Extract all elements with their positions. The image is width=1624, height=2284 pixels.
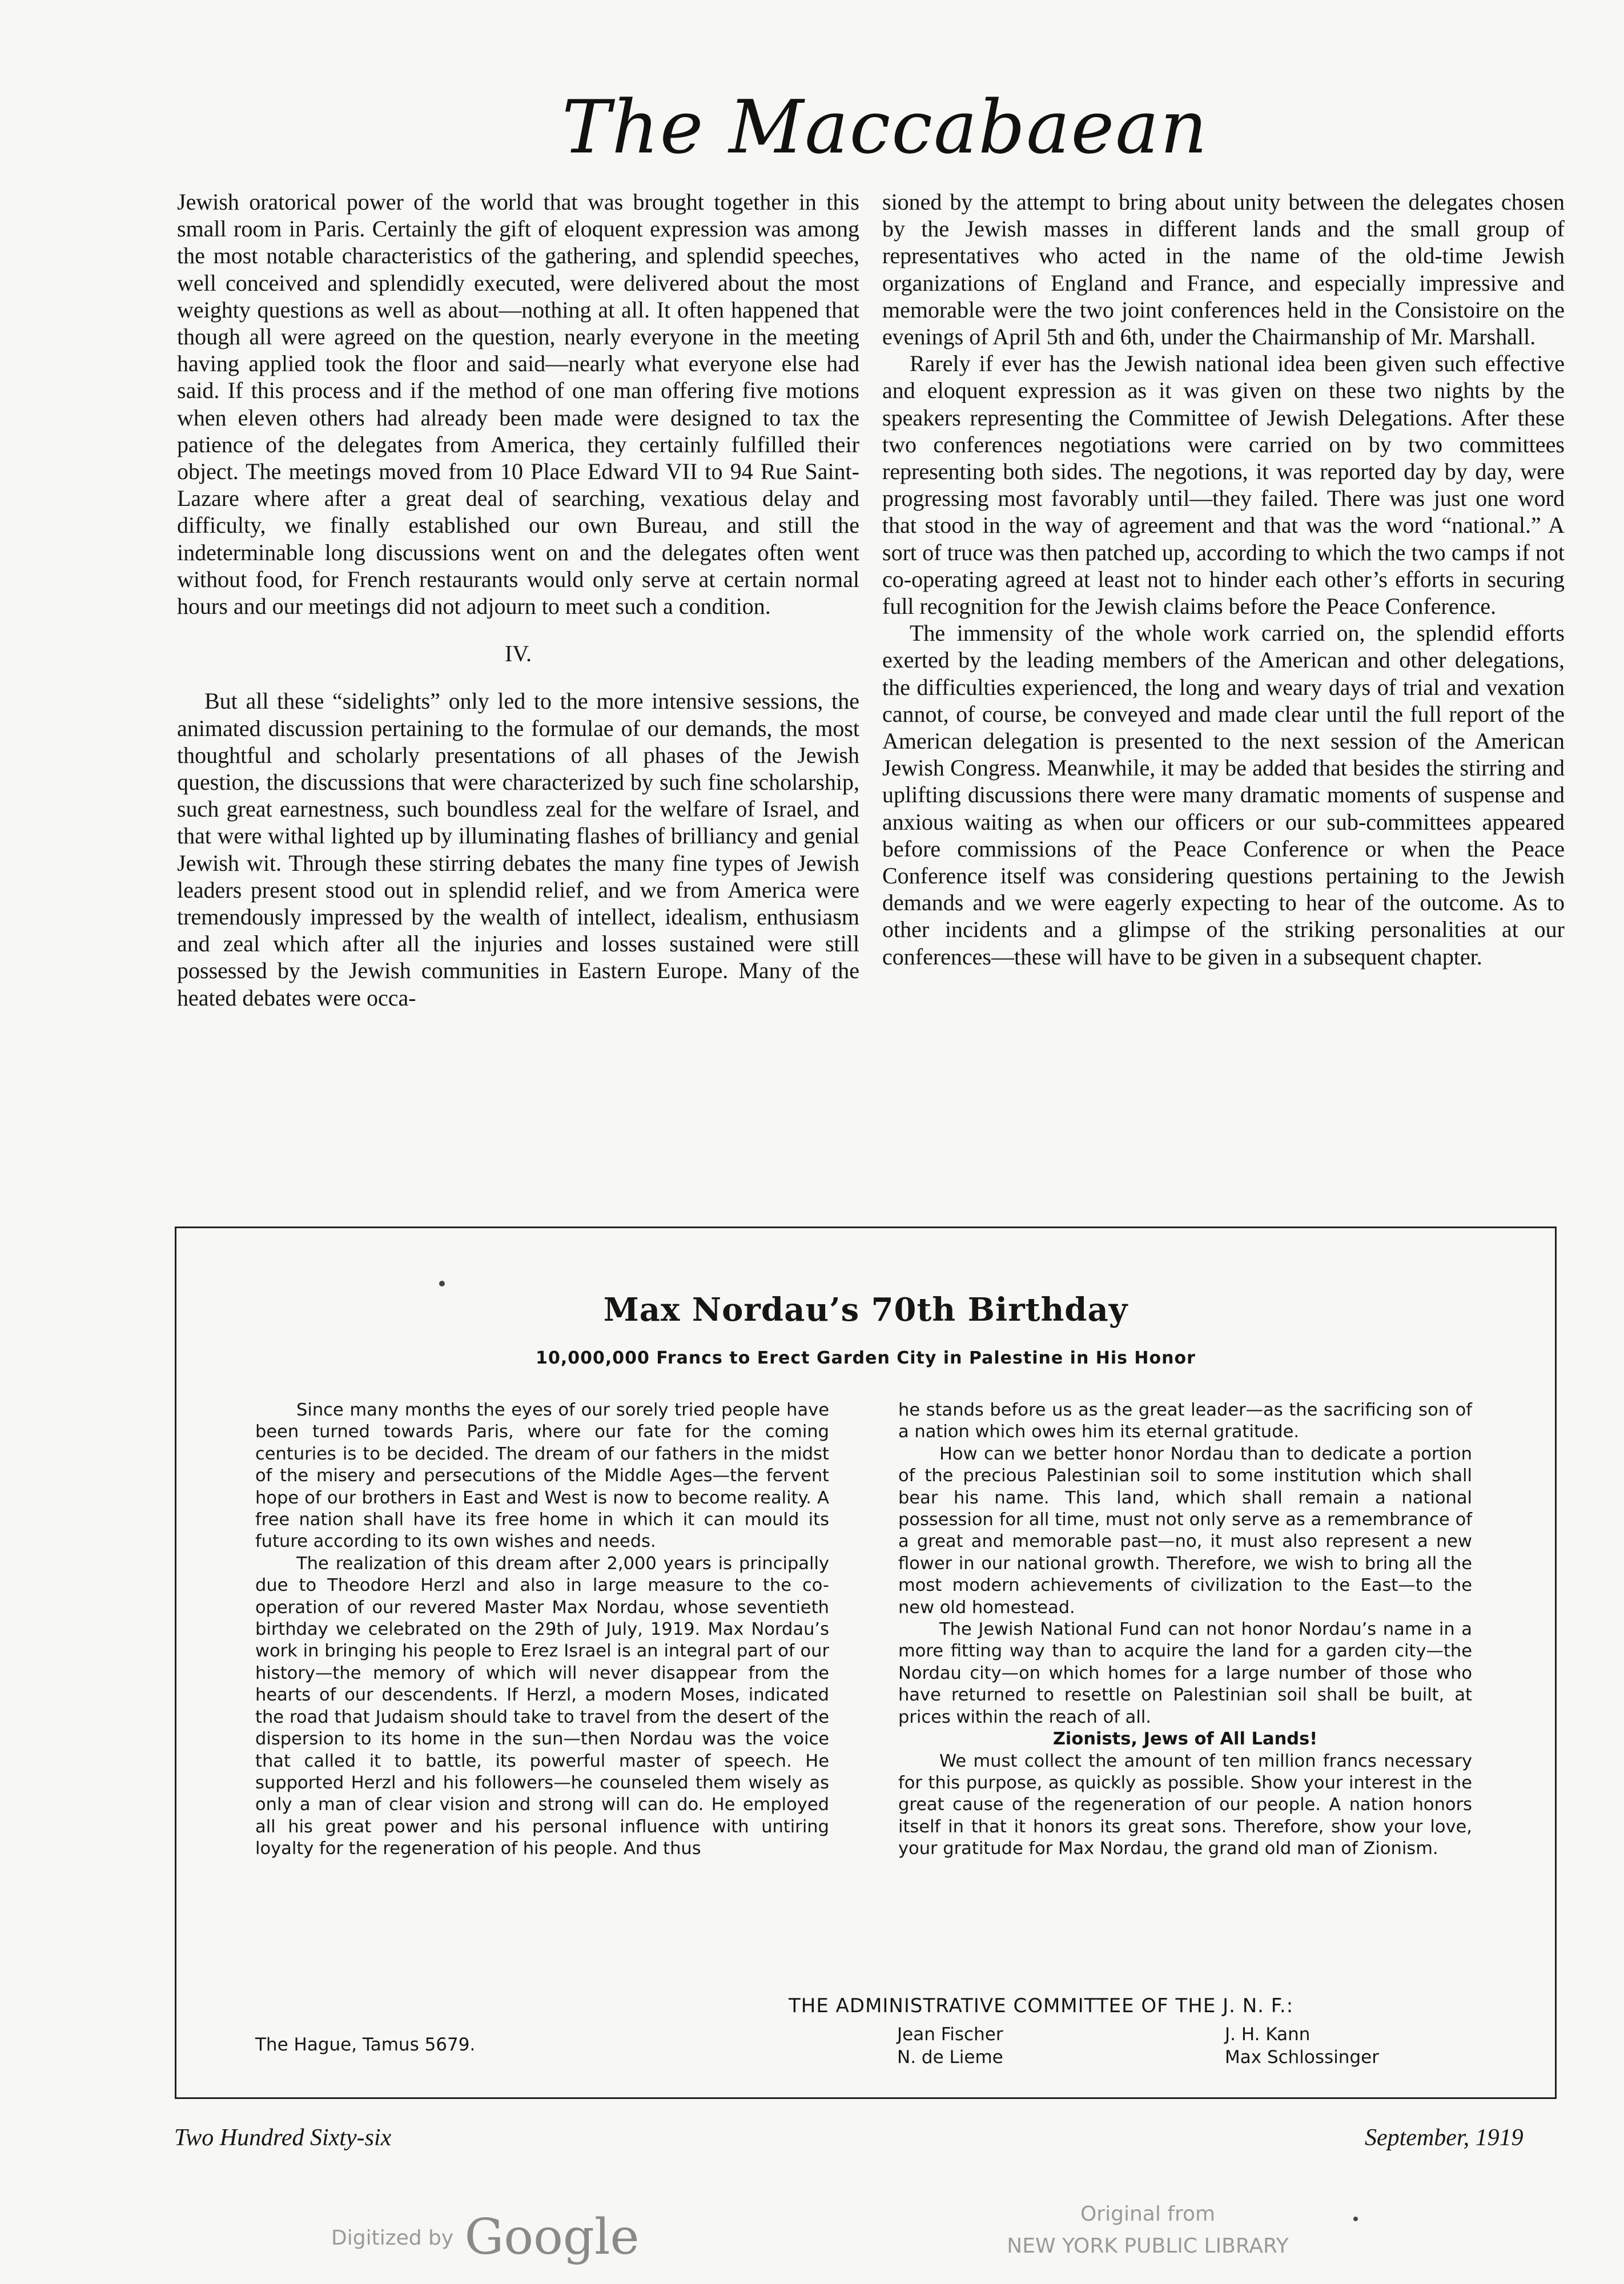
notice-paragraph: How can we better honor Nordau than to dedicate a portion of the precious Palestinian soil to some institution which shall bear his name. This land, which shall remain a national possession for all time, must not only serve as a remembrance of a great and memorable past—no, it must also represent a new flower in our national growth. Therefore, we wish to bring all the most modern achievements of civilization to the East—to the new old homestead. (898, 1443, 1472, 1618)
nordau-notice-box (175, 1227, 1557, 2099)
article-paragraph: sioned by the attempt to bring about unity between the delegates chosen by the Jewish masses in different lands and the small group of representatives who acted in the name of the old-time Jewish organizations of England and France, and especially impressive and memorable were the two joint conferences held in the Consistoire on the evenings of April 5th and 6th, under the Chairmanship of Mr. Marshall. (882, 189, 1565, 350)
ink-dot (1353, 2217, 1358, 2221)
library-credit (971, 2198, 1325, 2262)
place-date: The Hague, Tamus 5679. (255, 2034, 476, 2055)
notice-paragraph: he stands before us as the great leader—as the sacrificing son of a nation which owes him its eternal gratitude. (898, 1400, 1472, 1442)
signatory-name: J. H. Kann (1225, 2024, 1311, 2045)
article-paragraph: Jewish oratorical power of the world that was brought together in this small room in Paris. Certainly the gift of eloquent expression was among the most notable characteristics of the gathering, and splendid speeches, well conceived and splendidly executed, were delivered about the most weighty questions as well as about—nothing at all. It often happened that though all were agreed on the question, nearly everyone in the meeting having applied took the floor and said—nearly what everyone else had said. If this process and if the method of one man offering five motions when eleven others had already been made were designed to tax the patience of the delegates from America, they certainly fulfilled their object. The meetings moved from 10 Place Edward VII to 94 Rue Saint-Lazare where after a great deal of searching, vexatious delay and difficulty, we finally established our own Bureau, and still the indeterminable long discussions went on and the delegates often went without food, for French restaurants would only serve at certain normal hours and our meetings did not adjourn to meet such a condition. (177, 189, 859, 620)
signatory-name: Jean Fischer (897, 2024, 1003, 2045)
article-paragraph: Rarely if ever has the Jewish national idea been given such effective and eloquent expression as it was given on these two nights by the speakers representing the Committee of Jewish Delegations. After these two conferences negotiations were carried on by two committees representing both sides. The negotions, it was reported day by day, were progressing most favorably until—they failed. There was just one word that stood in the way of agreement and that was the word “national.” A sort of truce was then patched up, according to which the two camps if not co-operating agreed at least not to hinder each other’s efforts in securing full recognition for the Jewish claims before the Peace Conference. (882, 351, 1565, 620)
section-number: IV. (504, 641, 532, 667)
issue-date: September, 1919 (1365, 2125, 1523, 2151)
library-name: NEW YORK PUBLIC LIBRARY (1007, 2234, 1289, 2258)
notice-paragraph: The realization of this dream after 2,000 years is principally due to Theodore Herzl and also in large measure to the co-operation of our revered Master Max Nordau, whose seventieth birthday we celebrated on the 29th of July, 1919. Max Nordau’s work in bringing his people to Erez Israel is an integral part of our history—the memory of which will never disappear from the hearts of our descendents. If Herzl, a modern Moses, indicated the road that Judaism should take to travel from the desert of the dispersion to its home in the sun—then Nordau was the voice that called it to battle, its powerful master of speech. He supported Herzl and his followers—he counseled them wisely as only a man of clear vision and strong will can do. He employed all his great power and his personal influence with untiring loyalty for the regeneration of his people. And thus (255, 1553, 829, 1859)
article-paragraph: The immensity of the whole work carried on, the splendid efforts exerted by the leading members of the American and other delegations, the difficulties experienced, the long and weary days of trial and vexation cannot, of course, be conveyed and made clear until the full report of the American delegation is presented to the next session of the American Jewish Congress. Meanwhile, it may be added that besides the stirring and uplifting discussions there were many dramatic moments of suspense and anxious waiting as when our officers or our sub-committees appeared before commissions of the Peace Conference or when the Peace Conference itself was considering questions pertaining to the Jewish demands and we were eagerly expecting to hear of the outcome. As to other incidents and a glimpse of the striking personalities at our conferences—these will have to be given in a subsequent chapter. (882, 620, 1565, 970)
article-left-column (177, 188, 859, 1011)
original-from-text: Original from (1080, 2202, 1216, 2226)
ink-dot (439, 1281, 445, 1286)
appeal-heading: Zionists, Jews of All Lands! (1052, 1729, 1318, 1750)
notice-title: Max Nordau’s 70th Birthday (603, 1291, 1128, 1329)
article-right-column (882, 188, 1565, 970)
page-number-label: Two Hundred Sixty-six (174, 2125, 392, 2151)
digitized-by-credit (331, 2209, 639, 2266)
masthead-title: The Maccabaean (561, 85, 1209, 170)
notice-subtitle: 10,000,000 Francs to Erect Garden City in Palestine in His Honor (536, 1348, 1196, 1368)
notice-right-column (898, 1400, 1472, 1860)
notice-paragraph: Since many months the eyes of our sorely tried people have been turned towards Paris, where our fate for the coming centuries is to be decided. The dream of our fathers in the midst of the misery and persecutions of the Middle Ages—the fervent hope of our brothers in East and West is now to become reality. A free nation shall have its free home in which it can mould its future according to its own wishes and needs. (255, 1400, 829, 1552)
notice-paragraph: The Jewish National Fund can not honor Nordau’s name in a more fitting way than to acquire the land for a garden city—the Nordau city—on which homes for a large number of those who have returned to resettle on Palestinian soil shall be built, at prices within the reach of all. (898, 1619, 1472, 1727)
signatory-name: Max Schlossinger (1225, 2047, 1379, 2068)
committee-line: THE ADMINISTRATIVE COMMITTEE OF THE J. N. F.: (789, 1995, 1294, 2017)
digitized-by-text: Digitized by (331, 2226, 454, 2250)
article-paragraph: But all these “sidelights” only led to the more intensive sessions, the animated discussion pertaining to the formulae of our demands, the most thoughtful and scholarly presentations of all phases of the Jewish question, the discussions that were characterized by such fine scholarship, such great earnestness, such boundless zeal for the welfare of Israel, and that were withal lighted up by illuminating flashes of brilliancy and genial Jewish wit. Through these stirring debates the many fine types of Jewish leaders present stood out in splendid relief, and we from America were tremendously impressed by the wealth of intellect, idealism, enthusiasm and zeal which after all the injuries and losses sustained were still possessed by the Jewish communities in Eastern Europe. Many of the heated debates were occa- (177, 688, 859, 1011)
notice-paragraph: We must collect the amount of ten million francs necessary for this purpose, as quickly as possible. Show your interest in the great cause of the regeneration of our people. A nation honors itself in that it honors its great sons. Therefore, show your love, your gratitude for Max Nordau, the grand old man of Zionism. (898, 1751, 1472, 1859)
google-logo: Google (464, 2209, 640, 2266)
signatory-name: N. de Lieme (897, 2047, 1003, 2068)
notice-left-column (255, 1400, 829, 1860)
